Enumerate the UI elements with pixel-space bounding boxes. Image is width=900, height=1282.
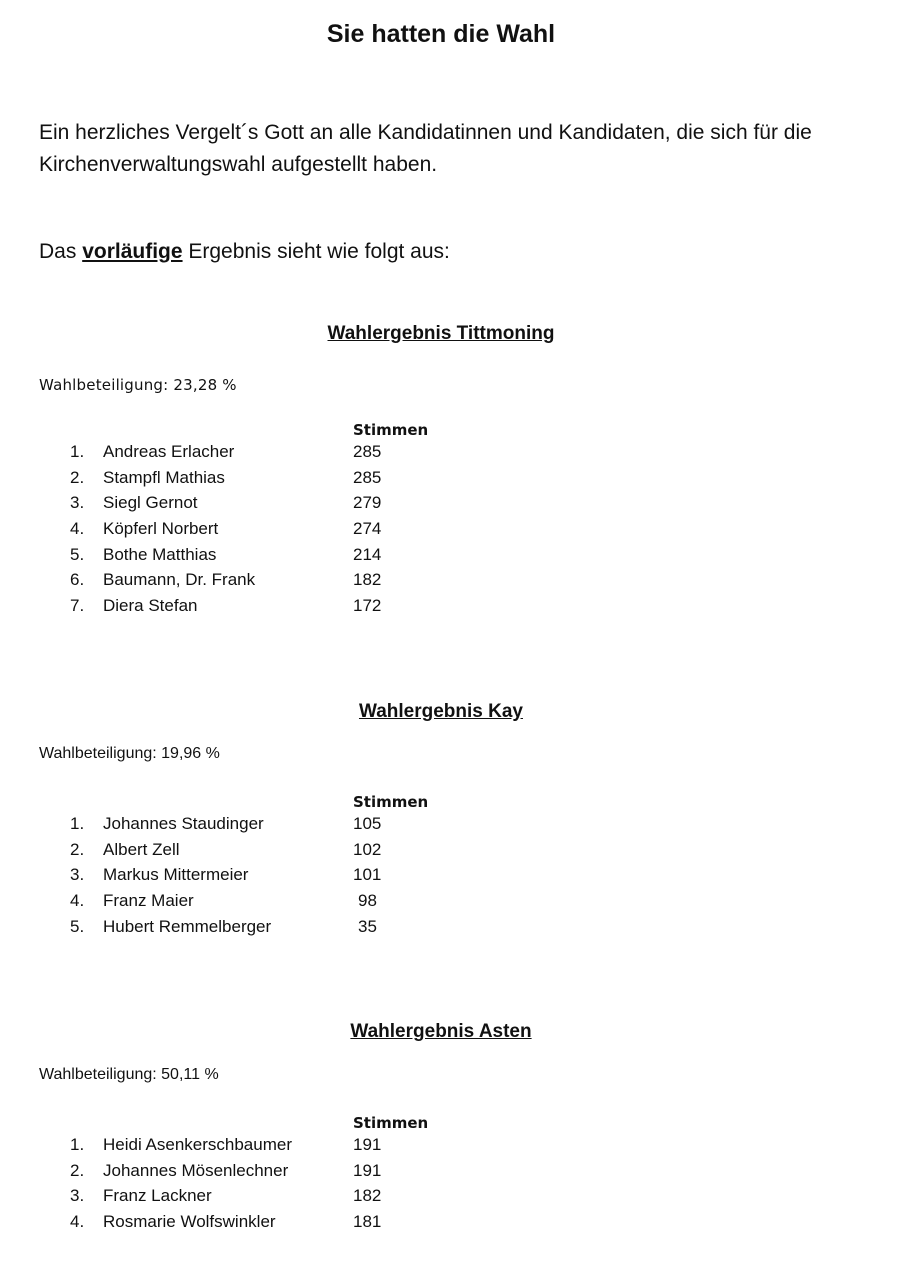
- section-heading-tittmoning: Wahlergebnis Tittmoning: [327, 323, 555, 344]
- candidate-votes: 285: [353, 467, 382, 487]
- candidate-votes: 35: [358, 916, 377, 936]
- candidate-votes: 274: [353, 519, 382, 539]
- candidate-votes: 191: [353, 1160, 382, 1180]
- preliminary-emphasis: vorläufige: [82, 240, 183, 263]
- candidate-name: Franz Maier: [103, 891, 194, 911]
- candidate-name: Hubert Remmelberger: [103, 916, 272, 936]
- turnout-asten: Wahlbeteiligung: 50,11 %: [39, 1066, 219, 1083]
- page-title: Sie hatten die Wahl: [326, 20, 556, 48]
- candidate-rank: 1.: [70, 814, 85, 833]
- candidate-name: Stampfl Mathias: [103, 467, 225, 487]
- candidate-name: Rosmarie Wolfswinkler: [103, 1212, 276, 1232]
- candidate-votes: 279: [353, 493, 382, 513]
- candidate-votes: 101: [353, 865, 382, 885]
- result-intro-line: [39, 237, 450, 267]
- candidate-votes: 181: [353, 1212, 382, 1232]
- candidate-rank: 5.: [70, 544, 85, 564]
- turnout-tittmoning: Wahlbeteiligung: 23,28 %: [39, 376, 237, 394]
- candidate-rank: 2.: [70, 839, 85, 859]
- votes-column-header: Stimmen: [353, 1114, 429, 1132]
- candidate-rank: 3.: [70, 493, 85, 513]
- candidate-votes: 98: [358, 891, 377, 911]
- candidate-rank: 7.: [70, 596, 85, 616]
- candidate-name: Johannes Mösenlechner: [103, 1160, 289, 1180]
- candidate-votes: 182: [353, 570, 382, 590]
- candidate-rank: 2.: [70, 1160, 85, 1180]
- candidate-name: Johannes Staudinger: [103, 814, 264, 833]
- candidate-name: Siegl Gernot: [103, 493, 198, 513]
- candidate-rank: 4.: [70, 891, 85, 911]
- intro-paragraph: Ein herzliches Vergelt´s Gott an alle Kandidatinnen und Kandidaten, die sich für die Kirchenverwaltungswahl aufgestellt haben.: [39, 121, 812, 176]
- candidate-name: Heidi Asenkerschbaumer: [103, 1135, 292, 1154]
- candidate-name: Albert Zell: [103, 839, 180, 859]
- candidate-rank: 1.: [70, 442, 85, 461]
- section-heading-asten: Wahlergebnis Asten: [350, 1021, 532, 1042]
- votes-column-header: Stimmen: [353, 793, 429, 811]
- candidate-votes: 191: [353, 1135, 382, 1154]
- candidate-name: Franz Lackner: [103, 1186, 212, 1206]
- candidate-votes: 182: [353, 1186, 382, 1206]
- candidate-name: Diera Stefan: [103, 596, 198, 616]
- candidate-rank: 3.: [70, 1186, 85, 1206]
- candidate-name: Köpferl Norbert: [103, 519, 219, 539]
- candidate-name: Andreas Erlacher: [103, 442, 235, 461]
- result-prefix: Das: [39, 240, 83, 263]
- candidate-rank: 5.: [70, 916, 85, 936]
- turnout-kay: Wahlbeteiligung: 19,96 %: [39, 745, 220, 762]
- candidate-votes: 285: [353, 442, 382, 461]
- candidate-name: Baumann, Dr. Frank: [103, 570, 256, 590]
- candidate-rank: 1.: [70, 1135, 85, 1154]
- candidate-votes: 214: [353, 544, 382, 564]
- candidate-rank: 2.: [70, 467, 85, 487]
- candidate-votes: 102: [353, 839, 382, 859]
- candidate-name: Markus Mittermeier: [103, 865, 249, 885]
- candidate-rank: 3.: [70, 865, 85, 885]
- candidate-rank: 4.: [70, 519, 85, 539]
- candidate-name: Bothe Matthias: [103, 544, 217, 564]
- candidate-rank: 4.: [70, 1212, 85, 1232]
- result-suffix: Ergebnis sieht wie folgt aus:: [182, 240, 450, 263]
- candidate-rank: 6.: [70, 570, 85, 590]
- section-heading-kay: Wahlergebnis Kay: [358, 701, 523, 722]
- candidate-votes: 105: [353, 814, 382, 833]
- candidate-votes: 172: [353, 596, 382, 616]
- votes-column-header: Stimmen: [353, 421, 429, 439]
